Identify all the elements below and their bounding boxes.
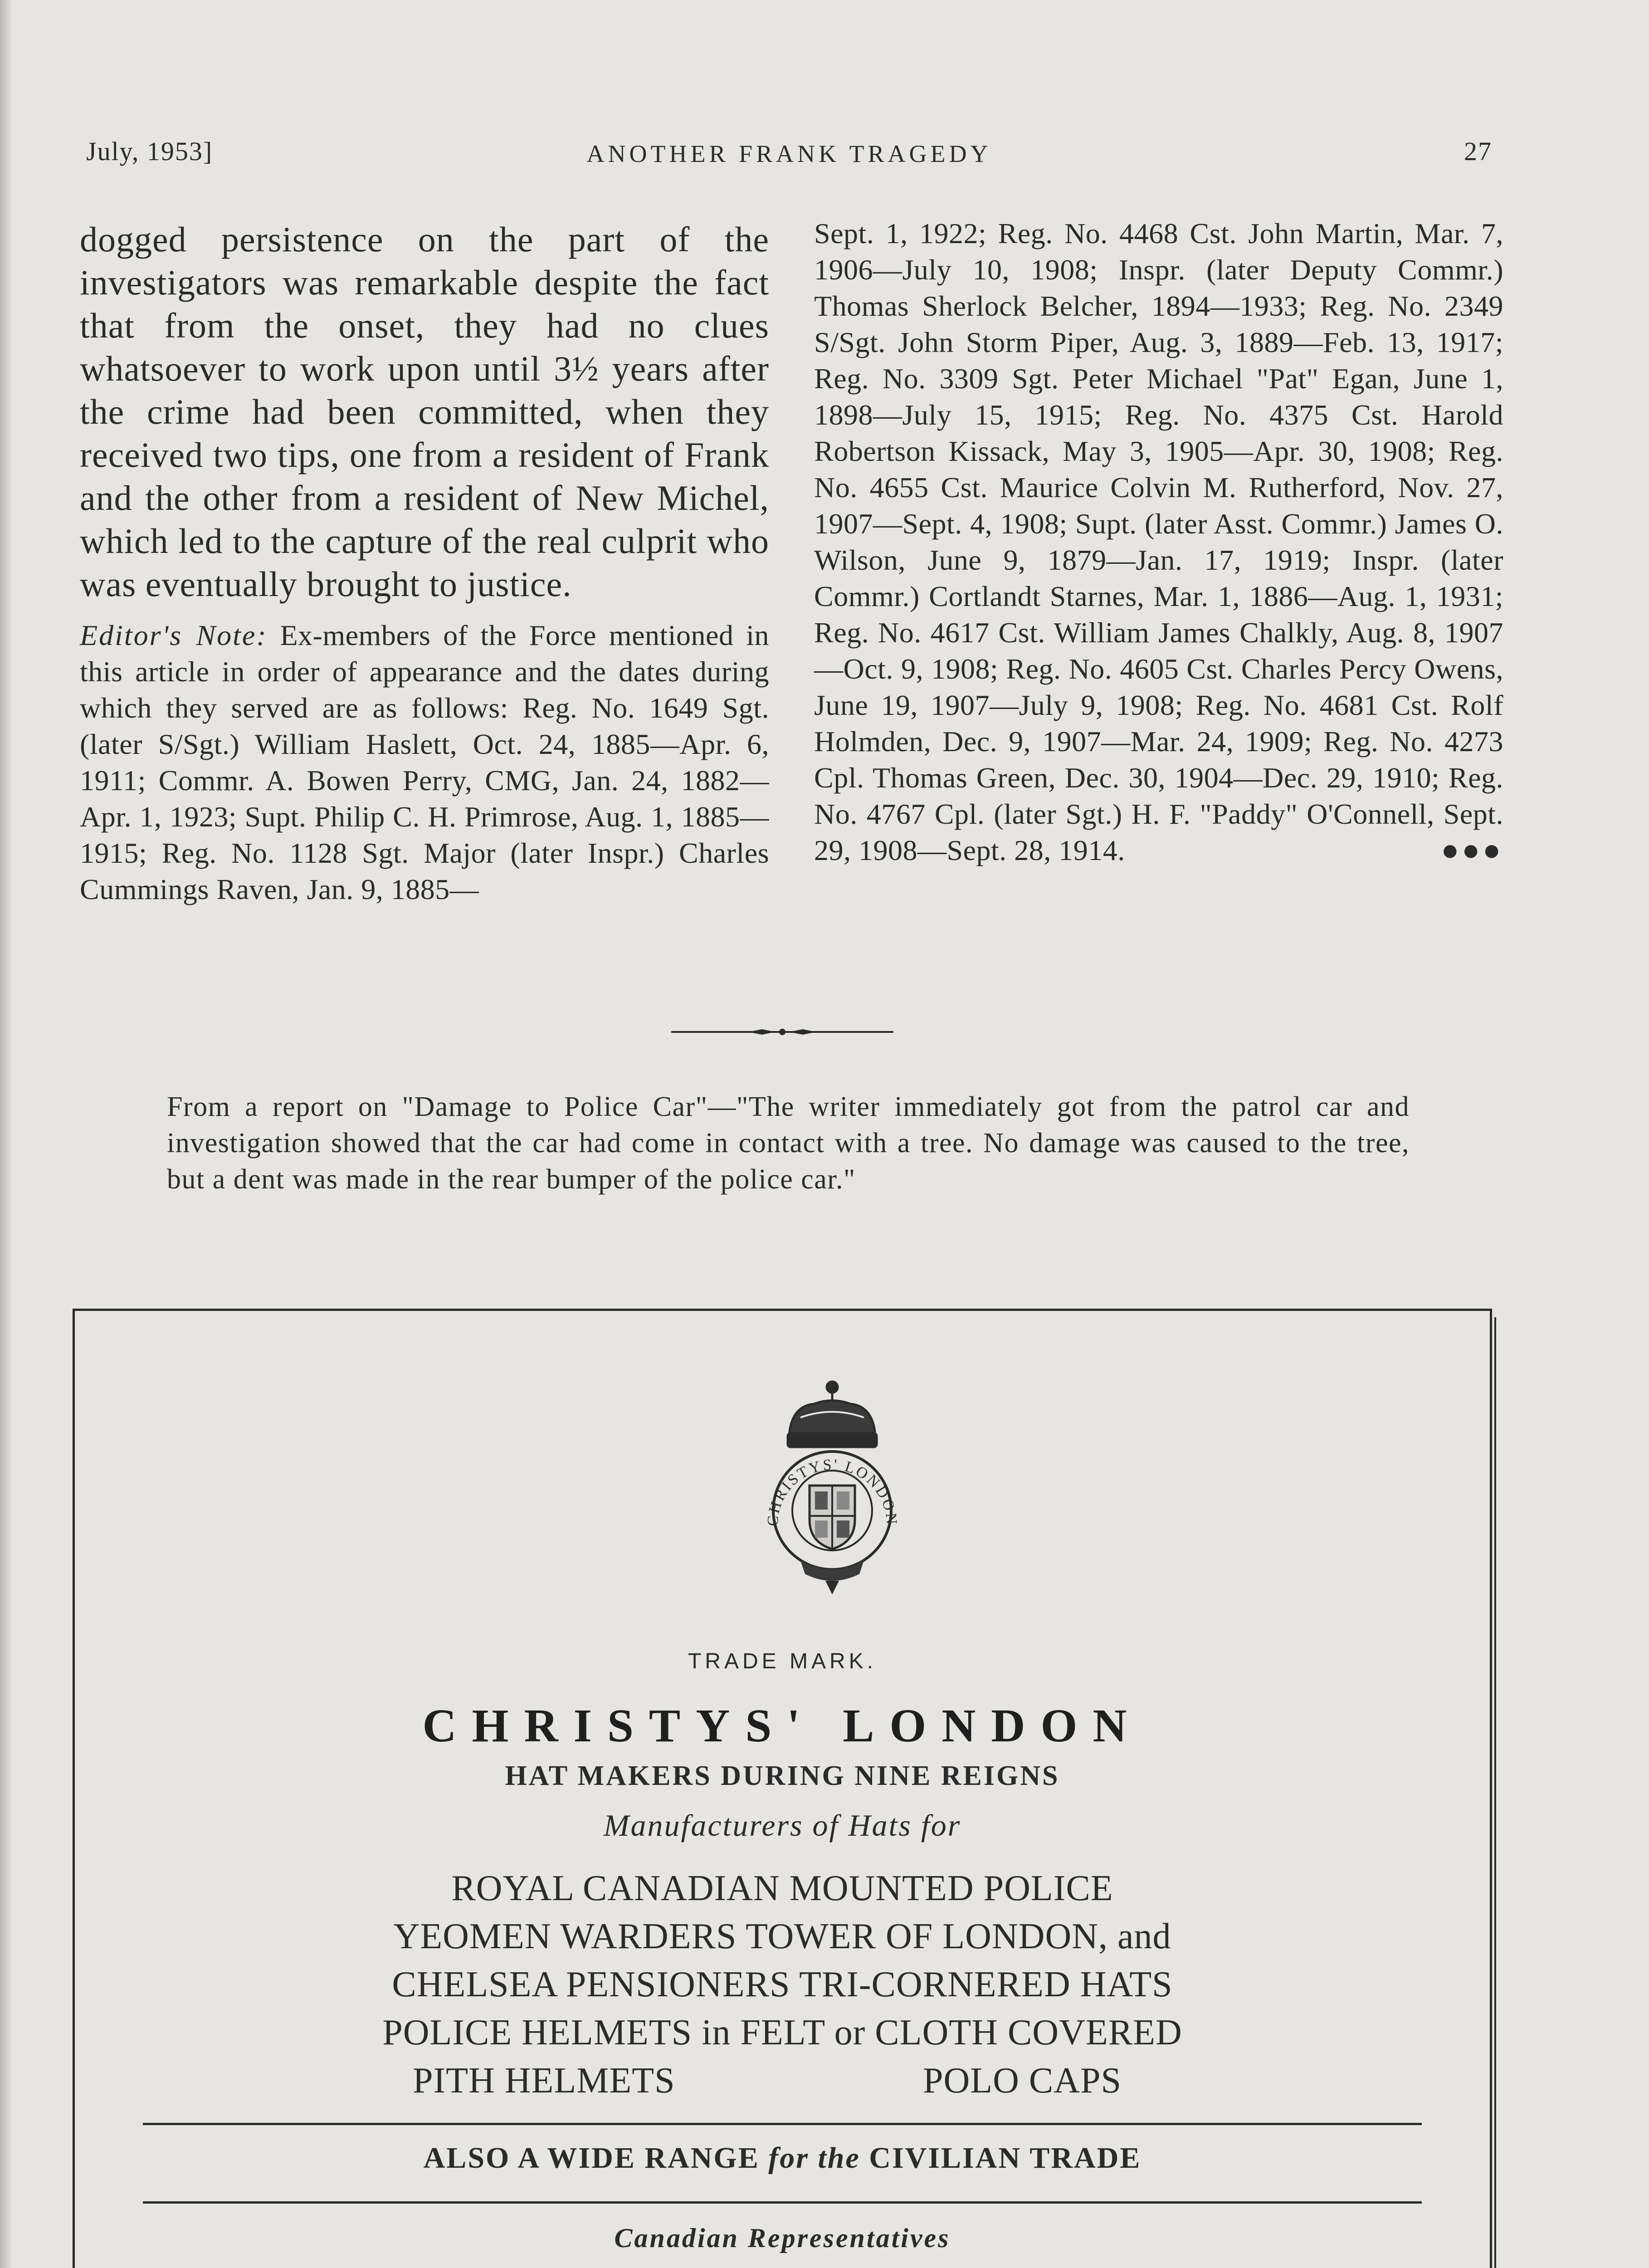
- product-line: YEOMEN WARDERS TOWER OF LONDON, and: [393, 1916, 1171, 1956]
- product-line: POLICE HELMETS in FELT or CLOTH COVERED: [382, 2013, 1182, 2053]
- emblem-lettering: CHRISTYS' LONDON: [764, 1456, 900, 1527]
- issue-date: July, 1953]: [86, 137, 213, 166]
- editors-note-text-left: Ex-members of the Force mentioned in this article in order of appearance and the dates during which they served are as follows: Reg. No. 1649 Sgt. (later S/Sgt.) William Haslett, Oct. 24, 1885—Apr. 6, 1911; Commr. A. Bowen Perry, CMG, Jan. 24, 1882—Apr. 1, 1923; Supt. Philip C. H. Primrose, Aug. 1, 1885—1915; Reg. No. 1128 Sgt. Major (later Inspr.) Charles Cummings Raven, Jan. 9, 1885—: [80, 619, 770, 905]
- product-pith-helmets: PITH HELMETS: [413, 2061, 675, 2101]
- article-paragraph: dogged persistence on the part of the investigators was remarkable despite the fact that from the onset, they had no clues whatsoever to work upon until 3½ years after the crime had been committed, when they received two tips, one from a resident of Frank and the other from a resident of New Michel, which led to the capture of the real culprit who was eventually brought to justice.: [80, 220, 769, 604]
- divider-rule: [143, 2201, 1422, 2204]
- running-head: [86, 136, 1492, 172]
- christys-crest-emblem: [746, 1374, 918, 1597]
- product-pair-line: [75, 2057, 1490, 2105]
- product-line: CHELSEA PENSIONERS TRI-CORNERED HATS: [392, 1965, 1173, 2004]
- brand-name: CHRISTYS' LONDON: [422, 1700, 1142, 1752]
- divider-rule: [143, 2123, 1422, 2125]
- also-italic: for the: [768, 2141, 860, 2175]
- also-suffix: CIVILIAN TRADE: [869, 2141, 1142, 2175]
- article-column-right: [814, 215, 1503, 869]
- product-polo-caps: POLO CAPS: [923, 2061, 1122, 2101]
- page-gutter-shadow: [0, 0, 13, 2268]
- article-column-left: [80, 218, 769, 908]
- page-number: 27: [1464, 137, 1492, 166]
- running-title: ANOTHER FRANK TRAGEDY: [586, 140, 992, 167]
- product-list: [75, 1864, 1490, 2105]
- manufacturers-line: Manufacturers of Hats for: [603, 1808, 961, 1843]
- representatives-label: Canadian Representatives: [614, 2223, 951, 2253]
- filler-quote: From a report on "Damage to Police Car"—"The writer immediately got from the patrol car and investigation showed that the car had come in contact with a tree. No damage was caused to the tree, but a dent was made in the rear bumper of the police car.": [167, 1091, 1410, 1195]
- editors-note-text-right: Sept. 1, 1922; Reg. No. 4468 Cst. John Martin, Mar. 7, 1906—July 10, 1908; Inspr. (later Deputy Commr.) Thomas Sherlock Belcher, 1894—1933; Reg. No. 2349 S/Sgt. John Storm Piper, Aug. 3, 1889—Feb. 13, 1917; Reg. No. 3309 Sgt. Peter Michael "Pat" Egan, June 1, 1898—July 15, 1915; Reg. No. 4375 Cst. Harold Robertson Kissack, May 3, 1905—Apr. 30, 1908; Reg. No. 4655 Cst. Maurice Colvin M. Rutherford, Nov. 27, 1907—Sept. 4, 1908; Supt. (later Asst. Commr.) James O. Wilson, June 9, 1879—Jan. 17, 1919; Inspr. (later Commr.) Cortlandt Starnes, Mar. 1, 1886—Aug. 1, 1931; Reg. No. 4617 Cst. William James Chalkly, Aug. 8, 1907—Oct. 9, 1908; Reg. No. 4605 Cst. Charles Percy Owens, June 19, 1907—July 9, 1908; Reg. No. 4681 Cst. Rolf Holmden, Dec. 9, 1907—Mar. 24, 1909; Reg. No. 4273 Cpl. Thomas Green, Dec. 30, 1904—Dec. 29, 1910; Reg. No. 4767 Cpl. (later Sgt.) H. F. "Paddy" O'Connell, Sept. 29, 1908—Sept. 28, 1914.: [814, 217, 1503, 866]
- also-prefix: ALSO A WIDE RANGE: [423, 2141, 760, 2175]
- editors-note-part-2: [814, 215, 1503, 869]
- brand-tagline: HAT MAKERS DURING NINE REIGNS: [505, 1760, 1060, 1791]
- end-of-article-mark: ●●●: [1441, 834, 1503, 867]
- trade-mark-label: TRADE MARK.: [688, 1649, 877, 1673]
- civilian-trade-line: [75, 2141, 1490, 2175]
- editors-note-part-1: [80, 617, 769, 908]
- product-line: ROYAL CANADIAN MOUNTED POLICE: [451, 1868, 1113, 1908]
- editors-note-label: Editor's Note:: [80, 619, 268, 651]
- christys-advertisement: [73, 1309, 1492, 2268]
- section-divider-ornament: [671, 1025, 893, 1039]
